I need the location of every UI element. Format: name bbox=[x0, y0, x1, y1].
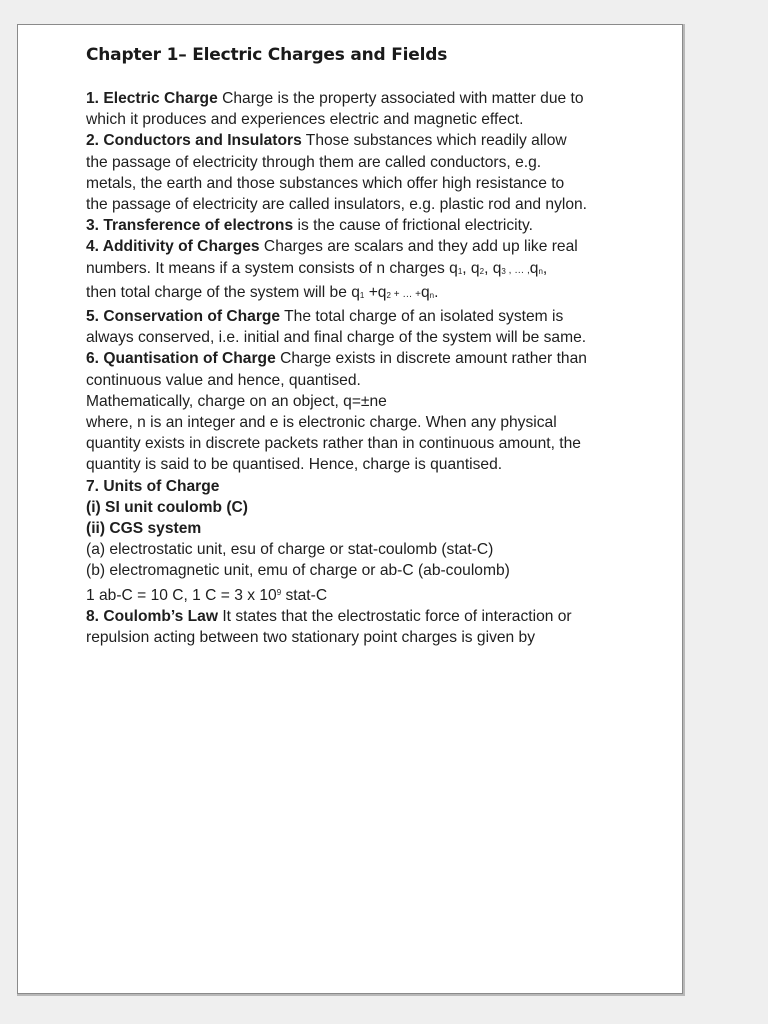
list-item-esu: (a) electrostatic unit, esu of charge or stat-coulomb (stat-C) bbox=[86, 541, 494, 559]
section-text-line: the passage of electricity through them are called conductors, e.g. bbox=[86, 153, 542, 171]
section-heading: 5. Conservation of Charge bbox=[86, 308, 281, 326]
subscript: 1 bbox=[359, 290, 365, 300]
section-text-line: always conserved, i.e. initial and final charge of the system will be same. bbox=[86, 329, 587, 347]
section-text-line: where, n is an integer and e is electronic charge. When any physical bbox=[86, 414, 557, 432]
superscript: 9 bbox=[276, 587, 282, 597]
text-run: then total charge of the system will be q bbox=[86, 283, 360, 301]
section-text-line: the passage of electricity are called insulators, e.g. plastic rod and nylon. bbox=[86, 196, 588, 214]
text-run: , bbox=[542, 259, 548, 277]
section-text-line: repulsion acting between two stationary point charges is given by bbox=[86, 629, 536, 647]
document-page bbox=[17, 24, 683, 994]
section-text-line: continuous value and hence, quantised. bbox=[86, 371, 361, 389]
section-coulombs-law bbox=[86, 606, 646, 627]
section-electric-charge bbox=[86, 88, 646, 109]
list-item-emu: (b) electromagnetic unit, emu of charge or ab-C (ab-coulomb) bbox=[86, 562, 510, 580]
section-text: Charges are scalars and they add up like real bbox=[259, 238, 578, 256]
subscript: 1 bbox=[457, 266, 463, 276]
section-text: Those substances which readily allow bbox=[301, 132, 567, 150]
section-heading: 2. Conductors and Insulators bbox=[86, 132, 302, 150]
section-heading: 8. Coulomb’s Law bbox=[86, 607, 218, 625]
text-run: , q bbox=[462, 259, 480, 277]
ellipsis: + … + bbox=[390, 288, 421, 300]
section-text: It states that the electrostatic force of interaction or bbox=[217, 607, 572, 625]
unit-relation bbox=[86, 582, 646, 606]
section-transference-electrons bbox=[86, 215, 646, 236]
section-text-line: which it produces and experiences electric and magnetic effect. bbox=[86, 111, 524, 129]
text-run: stat-C bbox=[281, 586, 328, 604]
section-text-line: metals, the earth and those substances which offer high resistance to bbox=[86, 174, 565, 192]
subheading-si-unit: (i) SI unit coulomb (C) bbox=[86, 498, 248, 516]
formula-line: Mathematically, charge on an object, q=±ne bbox=[86, 392, 387, 410]
section-heading: 4. Additivity of Charges bbox=[86, 238, 260, 256]
subscript: 2 bbox=[386, 290, 391, 300]
section-heading: 6. Quantisation of Charge bbox=[86, 350, 276, 368]
ellipsis: , … , bbox=[505, 264, 530, 276]
subscript: n bbox=[538, 266, 543, 276]
subheading-cgs-system: (ii) CGS system bbox=[86, 520, 202, 538]
subscript: n bbox=[429, 290, 435, 300]
section-heading: 3. Transference of electrons bbox=[86, 217, 294, 235]
subscript: 2 bbox=[479, 266, 485, 276]
section-quantisation-charge bbox=[86, 348, 646, 369]
section-additivity-charges bbox=[86, 236, 646, 257]
text-run: q bbox=[420, 283, 430, 301]
section-conservation-charge bbox=[86, 306, 646, 327]
text-run: . bbox=[434, 283, 439, 301]
section-heading: 1. Electric Charge bbox=[86, 90, 218, 107]
text-run: numbers. It means if a system consists of n charges q bbox=[86, 259, 458, 277]
section-text-line bbox=[86, 258, 646, 282]
section-text: Charge exists in discrete amount rather than bbox=[275, 350, 587, 368]
section-text: is the cause of frictional electricity. bbox=[293, 217, 533, 235]
chapter-title: Chapter 1– Electric Charges and Fields bbox=[86, 45, 448, 65]
page-shadow bbox=[683, 24, 685, 996]
section-text-line: quantity is said to be quantised. Hence, charge is quantised. bbox=[86, 456, 503, 474]
page-content bbox=[86, 43, 646, 648]
section-text-line: quantity exists in discrete packets rather than in continuous amount, the bbox=[86, 435, 581, 453]
section-text: Charge is the property associated with matter due to bbox=[217, 90, 584, 107]
text-run: q bbox=[529, 259, 539, 277]
section-conductors-insulators bbox=[86, 130, 646, 151]
subscript: 3 bbox=[501, 266, 506, 276]
text-run: , q bbox=[484, 259, 502, 277]
text-run: +q bbox=[364, 283, 387, 301]
section-text: The total charge of an isolated system is bbox=[280, 308, 564, 326]
section-text-line bbox=[86, 282, 646, 306]
page-shadow bbox=[17, 994, 685, 996]
section-units-charge-heading: 7. Units of Charge bbox=[86, 477, 220, 495]
text-run: 1 ab-C = 10 C, 1 C = 3 x 10 bbox=[86, 586, 277, 604]
